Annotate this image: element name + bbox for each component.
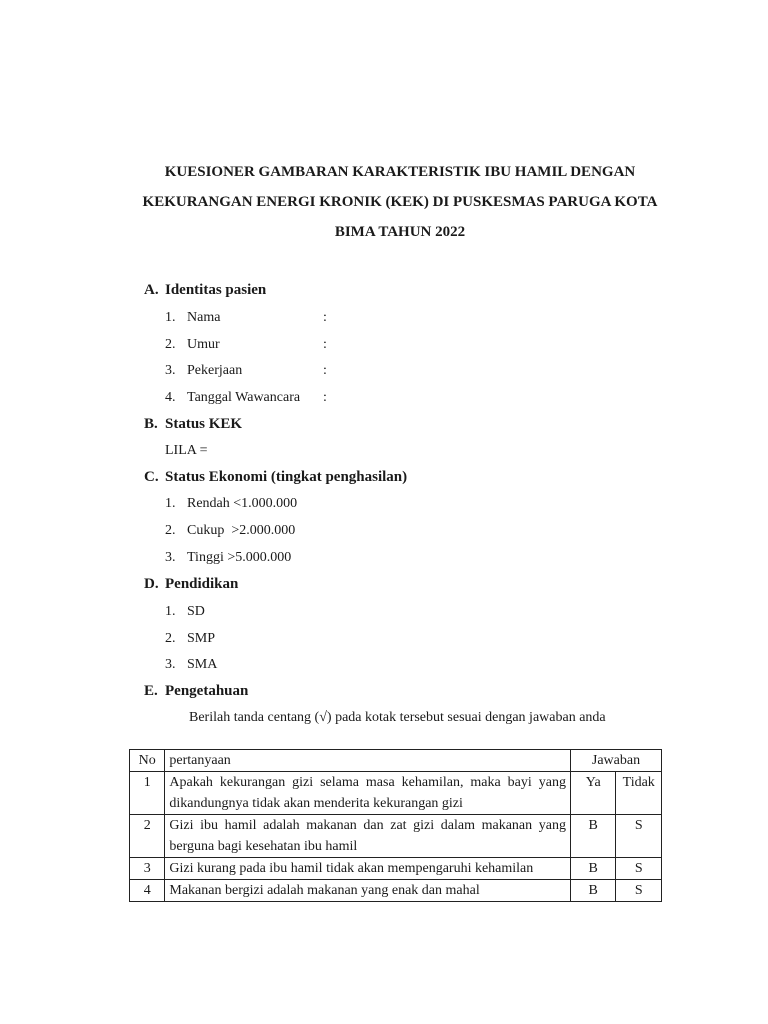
item-colon: : — [323, 390, 327, 405]
item-label: Umur — [187, 337, 220, 352]
section-b-title: Status KEK — [165, 416, 243, 432]
section-d-heading — [144, 576, 238, 593]
header-answer: Jawaban — [570, 750, 661, 772]
education-option-smp — [165, 631, 215, 647]
item-label: Pekerjaan — [187, 363, 243, 378]
section-e-letter: E. — [144, 683, 158, 699]
income-option-rendah — [165, 496, 297, 512]
title-line-1: KUESIONER GAMBARAN KARAKTERISTIK IBU HAMIL DENGAN — [164, 164, 636, 180]
section-d-letter: D. — [144, 576, 159, 592]
answer-cell-1[interactable]: B — [570, 815, 616, 858]
item-number: 3. — [165, 550, 176, 565]
header-no: No — [130, 750, 165, 772]
identity-item-pekerjaan — [165, 363, 327, 379]
row-question: Apakah kekurangan gizi selama masa kehamilan, maka bayi yang dikandungnya tidak akan menderita kekurangan gizi — [165, 772, 571, 815]
table-row — [130, 880, 662, 902]
table-row — [130, 772, 662, 815]
row-number: 2 — [130, 815, 165, 858]
item-number: 1. — [165, 496, 176, 511]
item-label: SMA — [187, 657, 218, 672]
item-label: SD — [187, 604, 205, 619]
item-label: Tinggi >5.000.000 — [187, 550, 292, 565]
section-b-heading — [144, 416, 242, 433]
row-question: Gizi kurang pada ibu hamil tidak akan mempengaruhi kehamilan — [165, 858, 571, 880]
title-line-3: BIMA TAHUN 2022 — [334, 224, 466, 240]
section-e-heading — [144, 683, 248, 700]
row-number: 1 — [130, 772, 165, 815]
section-a-letter: A. — [144, 282, 159, 298]
section-a-title: Identitas pasien — [165, 282, 267, 298]
section-e-title: Pengetahuan — [165, 683, 249, 699]
document-title — [130, 157, 670, 247]
header-question: pertanyaan — [165, 750, 571, 772]
education-option-sd — [165, 604, 205, 620]
section-d-title: Pendidikan — [165, 576, 239, 592]
table-header-row — [130, 750, 662, 772]
identity-item-nama — [165, 310, 327, 326]
item-number: 3. — [165, 657, 176, 672]
section-a-heading — [144, 282, 266, 299]
lila-field: LILA = — [165, 443, 208, 458]
row-question: Gizi ibu hamil adalah makanan dan zat gizi dalam makanan yang berguna bagi kesehatan ibu hamil — [165, 815, 571, 858]
item-label: Tanggal Wawancara — [187, 390, 301, 405]
answer-cell-1[interactable]: B — [570, 880, 616, 902]
section-b-letter: B. — [144, 416, 158, 432]
identity-item-umur — [165, 337, 327, 353]
row-number: 3 — [130, 858, 165, 880]
item-number: 2. — [165, 523, 176, 538]
answer-cell-2[interactable]: S — [616, 880, 662, 902]
item-label: Cukup >2.000.000 — [187, 523, 296, 538]
item-number: 1. — [165, 310, 176, 325]
item-colon: : — [323, 310, 327, 325]
item-number: 3. — [165, 363, 176, 378]
answer-cell-2[interactable]: S — [616, 815, 662, 858]
item-label: SMP — [187, 631, 216, 646]
section-c-heading — [144, 469, 407, 486]
item-label: Rendah <1.000.000 — [187, 496, 298, 511]
item-colon: : — [323, 337, 327, 352]
row-number: 4 — [130, 880, 165, 902]
item-number: 4. — [165, 390, 176, 405]
section-c-letter: C. — [144, 469, 159, 485]
title-line-2: KEKURANGAN ENERGI KRONIK (KEK) DI PUSKESMAS PARUGA KOTA — [142, 194, 658, 210]
table-row — [130, 858, 662, 880]
item-label: Nama — [187, 310, 221, 325]
row-question: Makanan bergizi adalah makanan yang enak dan mahal — [165, 880, 571, 902]
education-option-sma — [165, 657, 217, 673]
section-c-title: Status Ekonomi (tingkat penghasilan) — [165, 469, 408, 485]
answer-cell-1[interactable]: Ya — [570, 772, 616, 815]
answer-cell-2[interactable]: Tidak — [616, 772, 662, 815]
answer-cell-2[interactable]: S — [616, 858, 662, 880]
knowledge-questions-table — [129, 749, 662, 902]
table-row — [130, 815, 662, 858]
income-option-cukup — [165, 523, 295, 539]
item-number: 2. — [165, 631, 176, 646]
item-number: 2. — [165, 337, 176, 352]
item-colon: : — [323, 363, 327, 378]
item-number: 1. — [165, 604, 176, 619]
income-option-tinggi — [165, 550, 291, 566]
answer-cell-1[interactable]: B — [570, 858, 616, 880]
instruction-text: Berilah tanda centang (√) pada kotak tersebut sesuai dengan jawaban anda — [189, 710, 606, 725]
identity-item-tanggal-wawancara — [165, 390, 327, 406]
